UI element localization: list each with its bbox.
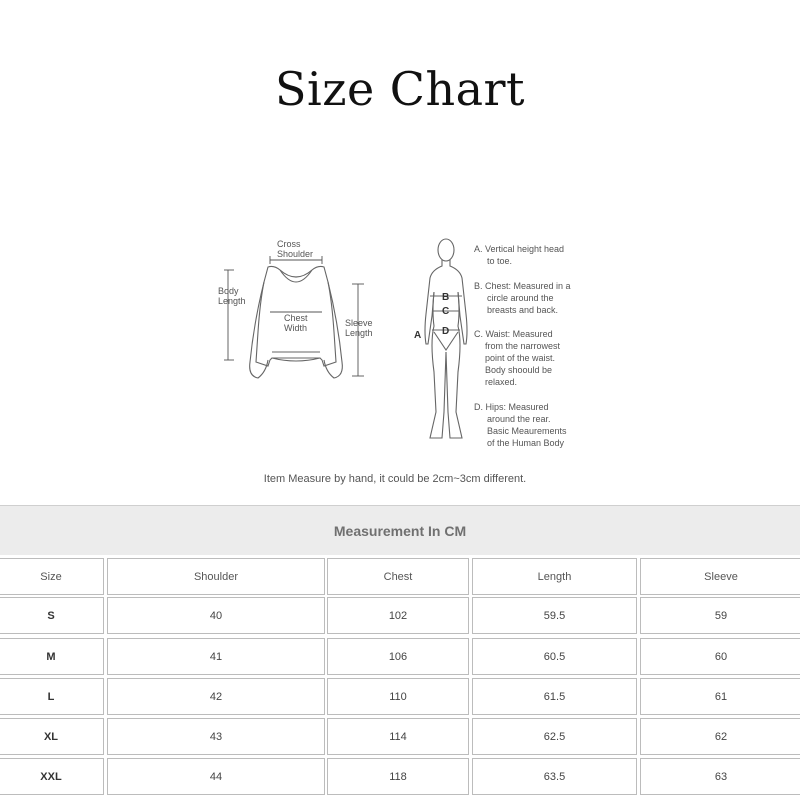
marker-b: B — [442, 292, 450, 303]
marker-a: A — [414, 330, 422, 341]
table-cell: 59 — [640, 597, 800, 634]
def-b-line1: B. Chest: Measured in a — [474, 281, 571, 291]
table-cell: 106 — [327, 638, 469, 675]
table-cell: 59.5 — [472, 597, 637, 634]
table-cell: 60 — [640, 638, 800, 675]
def-b-line2: circle around the — [487, 293, 554, 303]
table-cell: 118 — [327, 758, 469, 795]
def-d-line1: D. Hips: Measured — [474, 402, 549, 412]
measurement-diagram — [210, 232, 590, 462]
table-caption: Measurement In CM — [0, 505, 800, 555]
chest-width-label-line1: Chest — [284, 313, 308, 323]
measure-note: Item Measure by hand, it could be 2cm~3cm different. — [263, 473, 527, 485]
def-c-line2: from the narrowest — [485, 341, 561, 351]
body-figure — [425, 239, 467, 438]
table-cell: 63.5 — [472, 758, 637, 795]
table-cell: 102 — [327, 597, 469, 634]
def-d-line4: of the Human Body — [487, 438, 565, 448]
def-c-line5: relaxed. — [485, 377, 518, 387]
marker-d: D — [442, 326, 450, 337]
table-header-cell: Chest — [327, 558, 469, 595]
table-cell: 62 — [640, 718, 800, 755]
table-cell: 60.5 — [472, 638, 637, 675]
table-cell: 110 — [327, 678, 469, 715]
def-a-line2: to toe. — [487, 256, 513, 266]
chest-width-label-line2: Width — [284, 323, 308, 333]
table-header-cell: Length — [472, 558, 637, 595]
measurement-definitions — [474, 244, 571, 448]
cross-shoulder-label-line2: Shoulder — [277, 249, 314, 259]
table-cell: 43 — [107, 718, 325, 755]
body-length-label-line1: Body — [218, 286, 239, 296]
def-d-line2: around the rear. — [487, 414, 551, 424]
table-header-cell: Sleeve — [640, 558, 800, 595]
marker-c: C — [442, 306, 450, 317]
table-cell: 61 — [640, 678, 800, 715]
table-header-cell: Shoulder — [107, 558, 325, 595]
cross-shoulder-label-line1: Cross — [277, 239, 301, 249]
table-cell: 42 — [107, 678, 325, 715]
def-c-line1: C. Waist: Measured — [474, 329, 553, 339]
table-cell: XXL — [0, 758, 104, 795]
body-length-label-line2: Length — [218, 296, 246, 306]
sleeve-length-label-line2: Length — [345, 328, 373, 338]
table-cell: 61.5 — [472, 678, 637, 715]
size-table — [0, 505, 800, 798]
table-cell: 114 — [327, 718, 469, 755]
table-header-cell: Size — [0, 558, 104, 595]
sleeve-length-label-line1: Sleeve — [345, 318, 373, 328]
table-cell: 41 — [107, 638, 325, 675]
table-cell: S — [0, 597, 104, 634]
table-cell: 62.5 — [472, 718, 637, 755]
table-cell: L — [0, 678, 104, 715]
table-cell: 44 — [107, 758, 325, 795]
def-d-line3: Basic Meaurements — [487, 426, 567, 436]
table-cell: XL — [0, 718, 104, 755]
page-title: Size Chart — [274, 62, 526, 116]
def-c-line4: Body shoould be — [485, 365, 553, 375]
def-b-line3: breasts and back. — [487, 305, 559, 315]
def-c-line3: point of the waist. — [485, 353, 556, 363]
table-cell: M — [0, 638, 104, 675]
size-grid — [0, 555, 800, 798]
table-cell: 63 — [640, 758, 800, 795]
table-cell: 40 — [107, 597, 325, 634]
def-a-line1: A. Vertical height head — [474, 244, 565, 254]
